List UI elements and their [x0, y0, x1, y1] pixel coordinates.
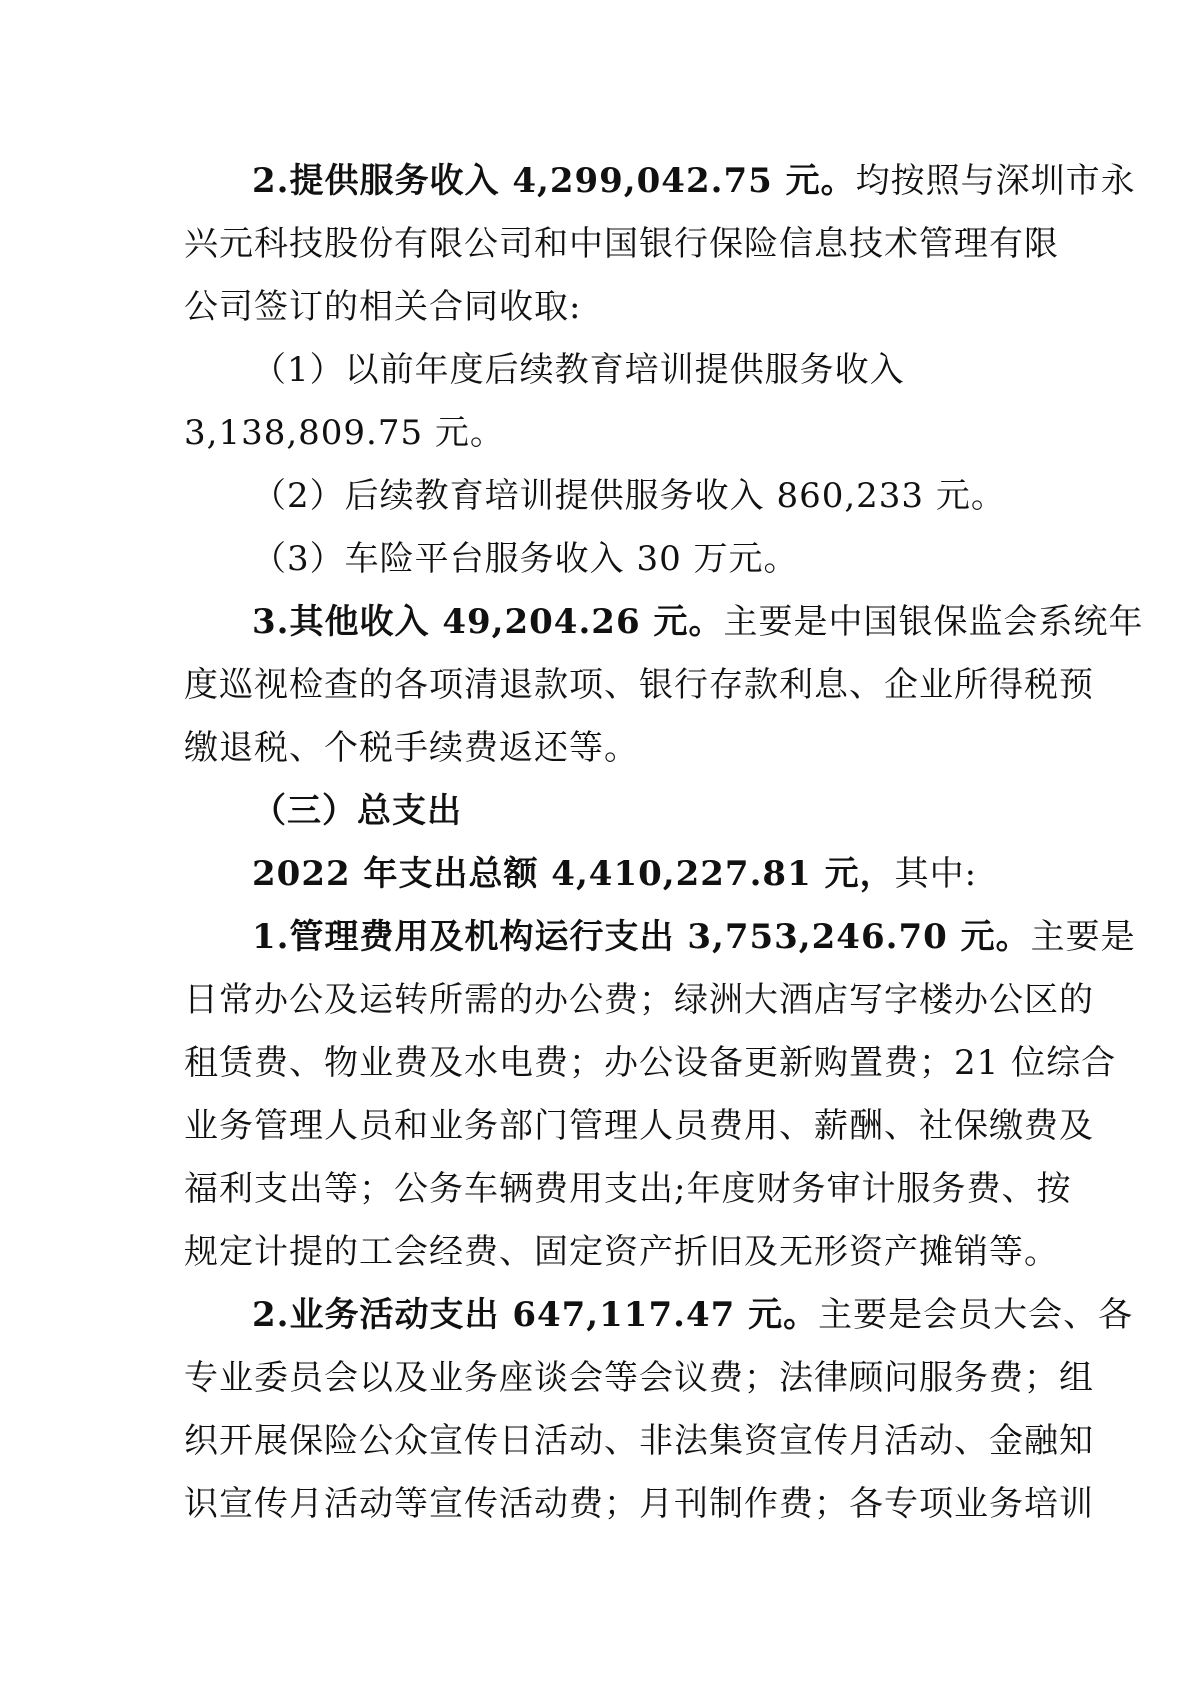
- item-3-line: （3）车险平台服务收入 30 万元。: [252, 539, 799, 579]
- mgmt-expense-line-3: 租赁费、物业费及水电费；办公设备更新购置费；21 位综合: [184, 1043, 1117, 1083]
- biz-expense-line-1: [184, 1284, 1134, 1347]
- mgmt-expense-line-2: 日常办公及运转所需的办公费；绿洲大酒店写字楼办公区的: [184, 980, 1094, 1020]
- mgmt-expense-line-5: 福利支出等；公务车辆费用支出;年度财务审计服务费、按: [184, 1169, 1072, 1209]
- total-expenditure-amount: 2022 年支出总额 4,410,227.81 元，: [252, 854, 895, 894]
- item-1-line-1: （1）以前年度后续教育培训提供服务收入: [252, 350, 905, 390]
- other-income-line-2: 度巡视检查的各项清退款项、银行存款利息、企业所得税预: [184, 665, 1094, 705]
- service-income-line-2: 兴元科技股份有限公司和中国银行保险信息技术管理有限: [184, 224, 1059, 264]
- total-expenditure-rest: 其中:: [894, 854, 978, 894]
- item-1-line-2: 3,138,809.75 元。: [184, 413, 505, 453]
- biz-expense-line-2: 专业委员会以及业务座谈会等会议费；法律顾问服务费；组: [184, 1358, 1094, 1398]
- other-income-line-3: 缴退税、个税手续费返还等。: [184, 728, 639, 768]
- mgmt-expense-heading: 1.管理费用及机构运行支出 3,753,246.70 元。: [252, 917, 1031, 957]
- service-income-text: 均按照与深圳市永: [855, 161, 1136, 201]
- biz-expense-line-3: 织开展保险公众宣传日活动、非法集资宣传月活动、金融知: [184, 1421, 1094, 1461]
- biz-expense-text: 主要是会员大会、各: [818, 1295, 1134, 1335]
- service-income-line-3: 公司签订的相关合同收取:: [184, 287, 582, 327]
- section-heading-total-expenditure: （三）总支出: [252, 791, 462, 831]
- service-income-heading: 2.提供服务收入 4,299,042.75 元。: [252, 161, 856, 201]
- item-2-line: （2）后续教育培训提供服务收入 860,233 元。: [252, 476, 1006, 516]
- total-expenditure-line: [184, 843, 1040, 906]
- other-income-line-1: [184, 591, 1144, 654]
- other-income-heading: 3.其他收入 49,204.26 元。: [252, 602, 724, 642]
- mgmt-expense-line-1: [184, 906, 1136, 969]
- mgmt-expense-line-4: 业务管理人员和业务部门管理人员费用、薪酬、社保缴费及: [184, 1106, 1094, 1146]
- document-page: [184, 150, 1144, 1536]
- service-income-line-1: [184, 150, 1136, 213]
- biz-expense-line-4: 识宣传月活动等宣传活动费；月刊制作费；各专项业务培训: [184, 1484, 1094, 1524]
- mgmt-expense-text: 主要是: [1030, 917, 1136, 957]
- biz-expense-heading: 2.业务活动支出 647,117.47 元。: [252, 1295, 819, 1335]
- other-income-text: 主要是中国银保监会系统年: [723, 602, 1144, 642]
- mgmt-expense-line-6: 规定计提的工会经费、固定资产折旧及无形资产摊销等。: [184, 1232, 1059, 1272]
